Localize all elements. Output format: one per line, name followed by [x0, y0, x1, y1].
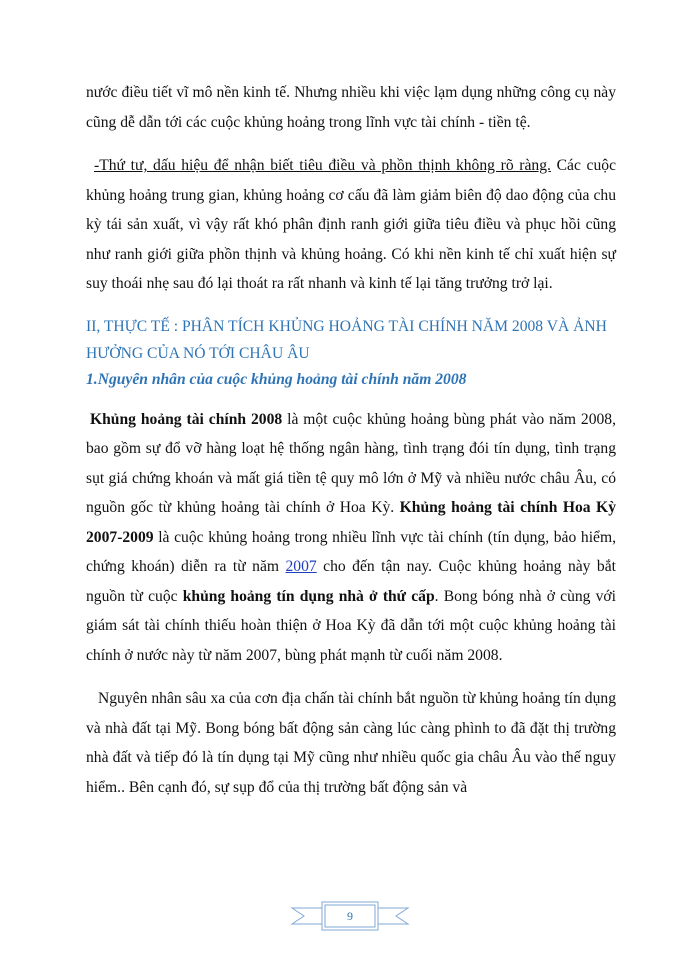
bold-term-3: khủng hoảng tín dụng nhà ở thứ cấp — [182, 587, 435, 605]
bold-term-1: Khủng hoảng tài chính 2008 — [90, 410, 283, 428]
subsection-heading: 1.Nguyên nhân của cuộc khủng hoảng tài chính năm 2008 — [86, 370, 467, 388]
year-link-2007[interactable]: 2007 — [285, 558, 317, 575]
paragraph-2-rest: Các cuộc khủng hoảng trung gian, khủng hoảng cơ cấu đã làm giảm biên độ dao động của chu kỳ tái sản xuất, vì vậy rất khó phân định ranh giới giữa tiêu điều và phục hồi cũng như ranh giới giữa phồn thịnh và khủng hoảng. Có khi nền kinh tế chỉ xuất hiện sự suy thoái nhẹ sau đó lại thoát ra rất nhanh và kinh tế lại tăng trưởng trở lại. — [86, 157, 616, 292]
paragraph-2 — [86, 151, 616, 299]
paragraph-3-text-1: là một cuộc khủng hoảng bùng phát vào năm 2008, bao gồm sự đổ vỡ hàng loạt hệ thống ngân hàng, tình trạng đói tín dụng, tình trạng sụt giá chứng khoán và mất giá tiền tệ quy mô lớn ở Mỹ và nhiều nước châu Âu, có nguồn gốc từ khủng hoảng tài chính ở Hoa Kỳ. — [86, 410, 616, 516]
document-body — [86, 78, 616, 802]
paragraph-3-text-3: cho đến tận nay. Cuộc khủng hoảng này bắt nguồn từ cuộc — [86, 558, 616, 605]
paragraph-2-underlined: -Thứ tư, dấu hiệu để nhận biết tiêu điều và phồn thịnh không rõ ràng. — [94, 157, 551, 174]
page-footer — [0, 896, 700, 936]
paragraph-3-text-2: là cuộc khủng hoảng trong nhiều lĩnh vực tài chính (tín dụng, bảo hiểm, chứng khoán) diễn ra từ năm — [86, 528, 616, 575]
bold-term-2: Khủng hoảng tài chính Hoa Kỳ 2007-2009 — [86, 499, 616, 546]
paragraph-1: nước điều tiết vĩ mô nền kinh tế. Nhưng nhiều khi việc lạm dụng những công cụ này cũng dễ dẫn tới các cuộc khủng hoảng trong lĩnh vực tài chính - tiền tệ. — [86, 84, 616, 131]
section-heading: II, THỰC TẾ : PHÂN TÍCH KHỦNG HOẢNG TÀI CHÍNH NĂM 2008 VÀ ẢNH HƯỞNG CỦA NÓ TỚI CHÂU ÂU — [86, 317, 607, 362]
paragraph-3-text-4: . Bong bóng nhà ở cùng với giám sát tài chính thiếu hoàn thiện ở Hoa Kỳ đã dẫn tới một cuộc khủng hoảng tài chính ở nước này từ năm 2007, bùng phát mạnh từ cuối năm 2008. — [86, 587, 617, 664]
page-number: 9 — [347, 909, 353, 923]
paragraph-4: Nguyên nhân sâu xa của cơn địa chấn tài chính bắt nguồn từ khủng hoảng tín dụng và nhà đất tại Mỹ. Bong bóng bất động sản càng lúc càng phình to đã đặt thị trường nhà đất và tiếp đó là tín dụng tại Mỹ cũng như nhiều quốc gia châu Âu vào thế nguy hiểm.. Bên cạnh đó, sự sụp đổ của thị trường bất động sản và — [86, 690, 616, 796]
paragraph-3 — [86, 405, 616, 671]
